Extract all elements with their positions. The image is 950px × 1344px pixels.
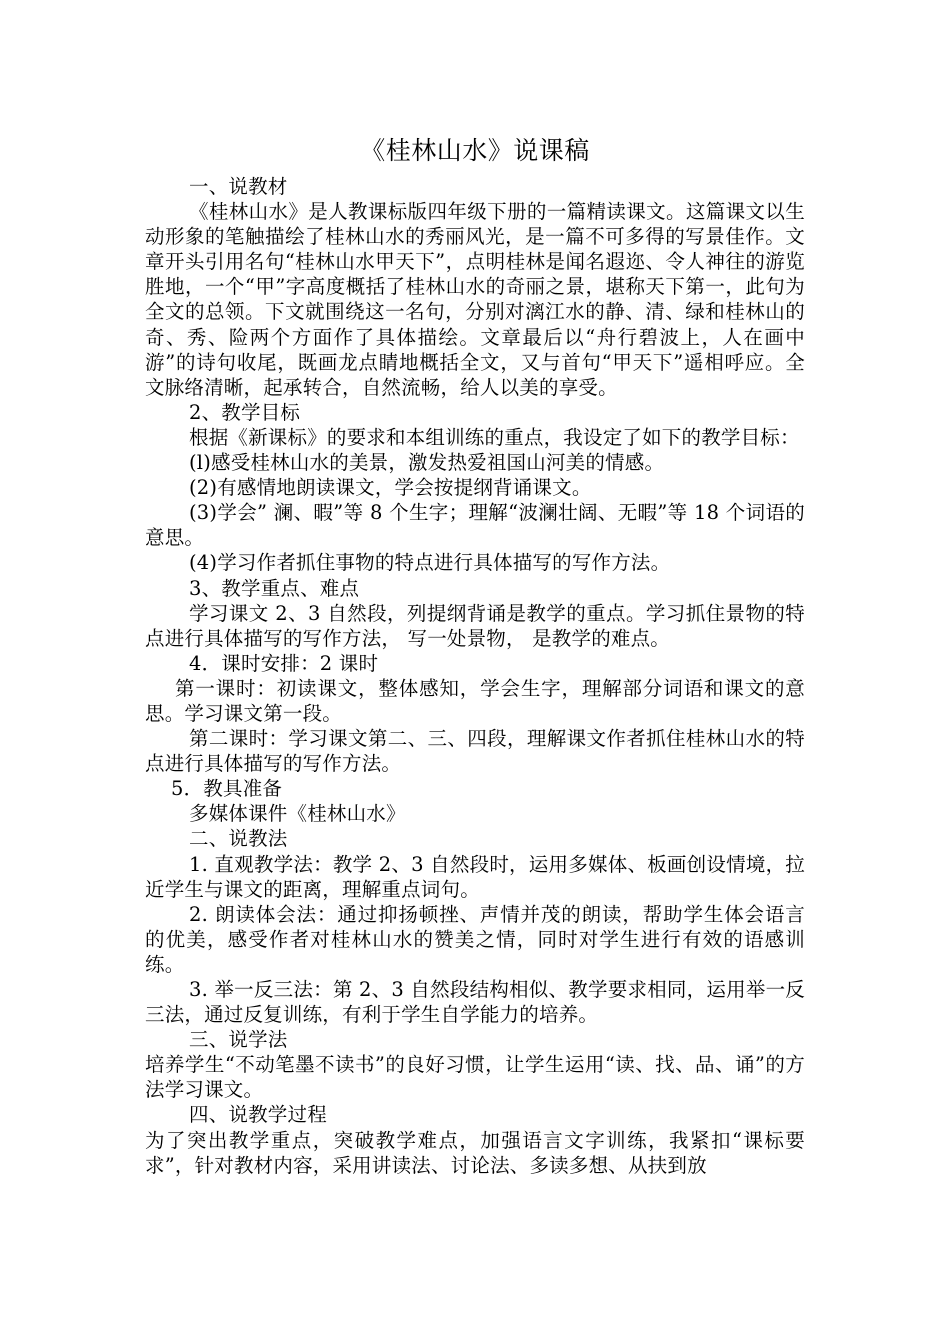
section-heading: 3、教学重点、难点 [189, 576, 360, 600]
paragraph: 学习课文 2、3 自然段，列提纲背诵是教学的重点。学习抓住景物的特点进行具体描写的写作方法， 写一处景物， 是教学的难点。 [145, 601, 805, 650]
section-heading: 一、说教材 [189, 175, 288, 198]
section-heading: 4．课时安排：2 课时 [189, 651, 379, 675]
paragraph: 第二课时：学习课文第二、三、四段，理解课文作者抓住桂林山水的特点进行具体描写的写作方法。 [145, 727, 805, 776]
section-heading: 四、说教学过程 [189, 1103, 327, 1127]
section-heading: 5．教具准备 [171, 777, 283, 801]
section-heading: 二、说教法 [189, 827, 288, 851]
document-title: 《桂林山水》说课稿 [360, 136, 590, 165]
paragraph: 培养学生“不动笔墨不读书”的良好习惯，让学生运用“读、找、品、诵”的方法学习课文。 [145, 1053, 805, 1102]
document-body [145, 174, 805, 1178]
paragraph: 2. 朗读体会法：通过抑扬顿挫、声情并茂的朗读，帮助学生体会语言的优美，感受作者对桂林山水的赞美之情，同时对学生进行有效的语感训练。 [145, 902, 805, 976]
list-item: (l)感受桂林山水的美景，激发热爱祖国山河美的情感。 [189, 451, 665, 475]
list-item: (3)学会” 澜、暇”等 8 个生字；理解“波澜壮阔、无暇”等 18 个词语的意思。 [145, 501, 805, 550]
paragraph: 1. 直观教学法：教学 2、3 自然段时，运用多媒体、板画创设情境，拉近学生与课文的距离，理解重点词句。 [145, 852, 805, 901]
paragraph: 《桂林山水》是人教课标版四年级下册的一篇精读课文。这篇课文以生动形象的笔触描绘了桂林山水的秀丽风光，是一篇不可多得的写景佳作。文章开头引用名句“桂林山水甲天下”，点明桂林是闻名遐迩、令人神往的游览胜地，一个“甲”字高度概括了桂林山水的奇丽之景，堪称天下第一，此句为全文的总领。下文就围绕这一名句，分别对漓江水的静、清、绿和桂林山的奇、秀、险两个方面作了具体描绘。文章最后以“舟行碧波上，人在画中游”的诗句收尾，既画龙点睛地概括全文，又与首句“甲天下”遥相呼应。全文脉络清晰，起承转合，自然流畅，给人以美的享受。 [145, 200, 805, 399]
paragraph: 第一课时：初读课文，整体感知，学会生字，理解部分词语和课文的意思。学习课文第一段。 [145, 676, 805, 725]
paragraph: 根据《新课标》的要求和本组训练的重点，我设定了如下的教学目标： [189, 425, 800, 449]
paragraph: 多媒体课件《桂林山水》 [189, 802, 406, 826]
paragraph: 3. 举一反三法：第 2、3 自然段结构相似、教学要求相同，运用举一反三法，通过反复训练，有利于学生自学能力的培养。 [145, 978, 805, 1027]
list-item: (2)有感情地朗读课文，学会按提纲背诵课文。 [189, 476, 592, 500]
list-item: (4)学习作者抓住事物的特点进行具体描写的写作方法。 [189, 551, 671, 575]
section-heading: 三、说学法 [189, 1028, 288, 1052]
section-heading: 2、教学目标 [189, 400, 301, 424]
paragraph: 为了突出教学重点，突破教学难点，加强语言文字训练，我紧扣“课标要求”，针对教材内容，采用讲读法、讨论法、多读多想、从扶到放 [145, 1128, 805, 1177]
